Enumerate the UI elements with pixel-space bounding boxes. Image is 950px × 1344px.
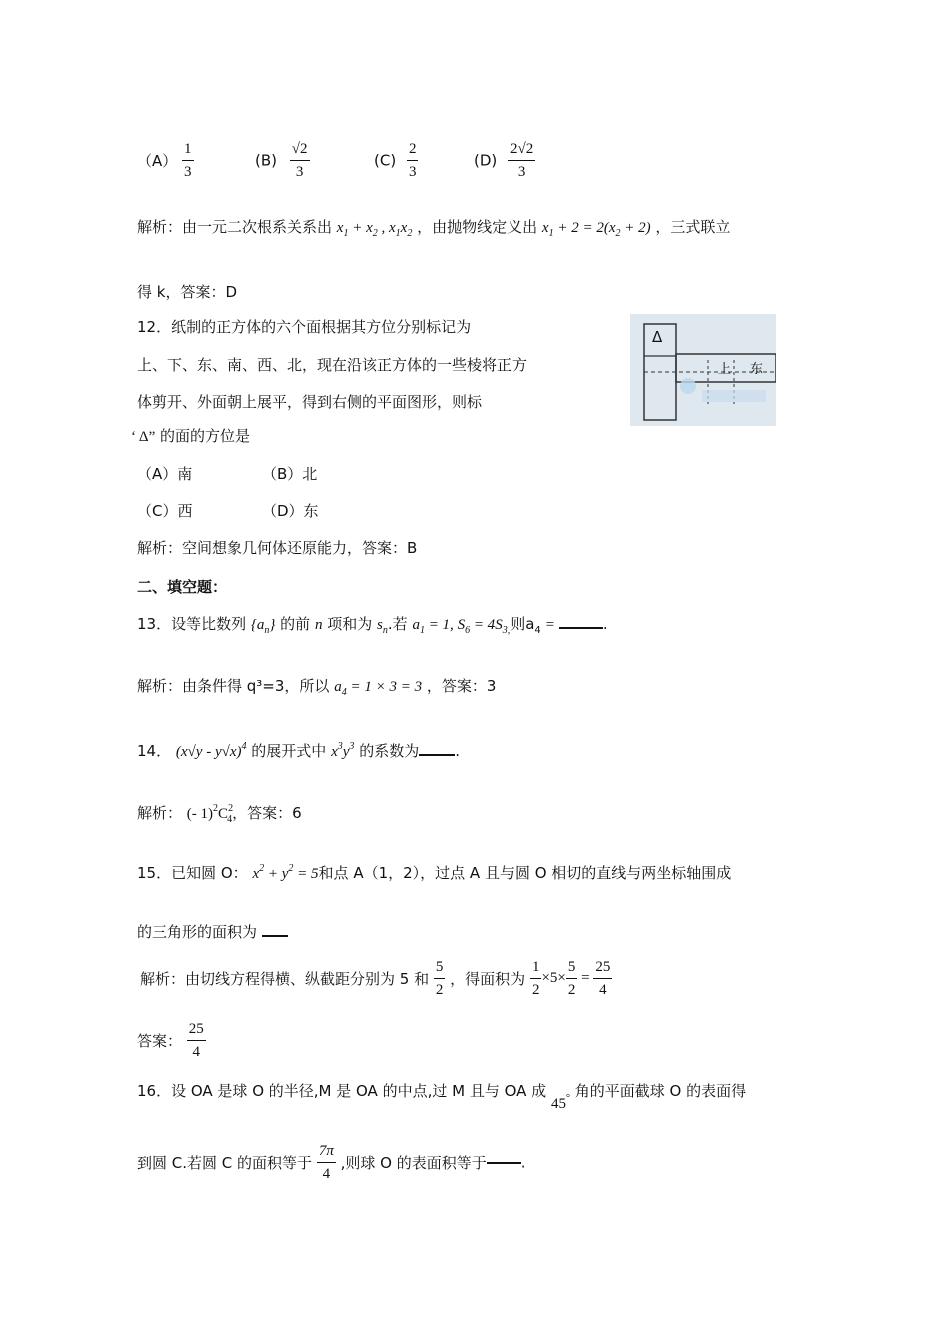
analysis-text: 解析： — [137, 804, 183, 822]
q12-line3: 体剪开、外面朝上展平，得到右侧的平面图形，则标 — [137, 393, 483, 411]
fraction: $\frac{√2}{3}$ — [290, 138, 310, 183]
fraction: $\frac{25}{4}$ — [593, 956, 612, 1001]
q12-line1: 12．纸制的正方体的六个面根据其方位分别标记为 — [137, 318, 472, 336]
q16-question-line2: 到圆 C.若圆 C 的面积等于 $\frac{7\pi}{4}$ ,则球 O 的表面积等于 . — [137, 1140, 526, 1185]
q13-text: 项和为 — [327, 615, 373, 633]
q11-option-b — [255, 138, 310, 183]
q14-text: 的展开式中 — [251, 742, 327, 760]
option-label: （A） — [137, 152, 178, 170]
formula-roots: $x_1 + x_2$ , $x_1x_2$ — [336, 220, 413, 239]
q12-line2: 上、下、东、南、西、北，现在沿该正方体的一些棱将正方 — [137, 356, 528, 374]
q12-option-b: （B）北 — [262, 465, 318, 483]
q13-text: 13．设等比数列 — [137, 615, 247, 633]
option-label: (D) — [474, 151, 498, 170]
q16-text: 16．设 OA 是球 O 的半径,M 是 OA 的中点,过 M 且与 OA 成 — [137, 1082, 547, 1100]
q15-text: 的三角形的面积为 — [137, 923, 258, 941]
q15-text: 15．已知圆 O： — [137, 864, 248, 882]
q12-text: 的面的方位是 — [160, 427, 251, 445]
formula-a4-value: $a_4 = 1 \times 3 = 3$ — [334, 679, 423, 698]
fraction: $\frac{2}{3}$ — [407, 138, 419, 183]
q15-answer — [137, 1018, 206, 1063]
q14-text: 的系数为 — [359, 742, 420, 760]
answer-blank — [487, 1162, 521, 1164]
formula-term: $x^3y^3$ — [331, 741, 355, 760]
option-label: (B) — [255, 151, 277, 170]
formula-a4: $a_4$ = — [525, 615, 555, 636]
q11-option-d — [474, 138, 535, 183]
formula-coefficient: (- $1)^2C^2_4$ — [186, 803, 234, 825]
q12-option-a: （A）南 — [137, 465, 193, 483]
analysis-text: ，三式联立 — [655, 218, 731, 236]
q15-analysis: 解析：由切线方程得横、纵截距分别为 5 和 $\frac{5}{2}$ ，得面积为 $\frac{1}{2}$ ×5× $\frac{5}{2}$ = $\frac{25}{4}$ — [140, 956, 612, 1001]
q13-text: 则 — [510, 615, 526, 633]
q14-analysis — [137, 802, 302, 825]
answer-fraction: $\frac{25}{4}$ — [187, 1018, 206, 1063]
q13-text: 的前 — [280, 615, 311, 633]
answer-blank — [262, 935, 288, 937]
cube-net-figure — [630, 314, 776, 426]
fraction: $\frac{2√2}{3}$ — [508, 138, 535, 183]
formula-sn: $s_n$ — [377, 617, 388, 636]
analysis-text: ，得面积为 — [450, 970, 526, 988]
section-title: 二、填空题： — [137, 578, 228, 596]
analysis-text: ，答案：3 — [426, 677, 497, 695]
q13-text: .若 — [387, 615, 408, 633]
analysis-text: 解析：由一元二次根系关系出 — [137, 218, 333, 236]
fraction: $\frac{1}{3}$ — [182, 138, 194, 183]
analysis-text: ，答案：6 — [232, 804, 302, 822]
figure-east-label: 东 — [750, 362, 764, 377]
answer-blank — [559, 627, 603, 629]
q14-question: 14． (x√y - y√x)$^4$ 的展开式中 $x^3y^3$ 的系数为 . — [137, 741, 460, 760]
formula-circle: $x^2 + y^2 = 5$ — [252, 863, 319, 882]
figure-up-label: 上 — [718, 362, 732, 377]
q15-question-line2 — [137, 921, 288, 942]
fraction: $\frac{1}{2}$ — [530, 956, 542, 1001]
q11-analysis-line1 — [137, 216, 730, 239]
fraction: $\frac{5}{2}$ — [434, 956, 446, 1001]
formula-n: n — [314, 617, 323, 633]
q16-text: 角的平面截球 O 的表面得 — [574, 1082, 747, 1100]
q16-question — [137, 1080, 747, 1112]
q11-analysis-line2: 得 k，答案：D — [137, 283, 238, 301]
q11-option-c — [374, 138, 418, 183]
formula-condition: $a_1 = 1$, $S_6 = 4S_{3,}$ — [412, 617, 511, 636]
q15-question — [137, 862, 731, 883]
option-label: (C) — [374, 151, 397, 170]
formula-parabola: $x_1 + 2 = 2(x_2 + 2)$ — [541, 220, 651, 239]
q12-analysis: 解析：空间想象几何体还原能力，答案：B — [137, 539, 418, 557]
answer-blank — [419, 754, 455, 756]
q16-text: 到圆 C.若圆 C 的面积等于 — [137, 1154, 313, 1172]
q15-text: 和点 A（1，2），过点 A 且与圆 O 相切的直线与两坐标轴围成 — [318, 864, 732, 882]
q11-option-a — [137, 138, 194, 183]
q13-analysis — [137, 675, 496, 698]
analysis-text: 解析：由切线方程得横、纵截距分别为 5 和 — [140, 970, 430, 988]
q12-option-c: （C）西 — [137, 502, 193, 520]
triangle-mark: ‘ Δ” — [131, 429, 156, 445]
analysis-text: ，由抛物线定义出 — [417, 218, 538, 236]
q12-line4 — [131, 425, 250, 446]
formula-angle: 45° — [550, 1093, 570, 1112]
area-fraction: $\frac{7\pi}{4}$ — [317, 1140, 336, 1185]
fraction: $\frac{5}{2}$ — [566, 956, 578, 1001]
formula-sequence: $\{a_n\}$ — [250, 617, 276, 636]
q12-option-d: （D）东 — [262, 502, 319, 520]
q14-label: 14． — [137, 742, 172, 760]
q13-question: 13．设等比数列 $\{a_n\}$ 的前 n 项和为 $s_n$.若 $a_1 = 1$, $S_6 = 4S_{3,}$则$a_4$ = . — [137, 615, 608, 636]
formula-expansion: (x√y - y√x)$^4$ — [175, 741, 247, 760]
answer-label: 答案： — [137, 1032, 183, 1050]
figure-triangle-label: Δ — [652, 328, 663, 346]
q16-text: ,则球 O 的表面积等于 — [340, 1154, 487, 1172]
analysis-text: 解析：由条件得 q³=3，所以 — [137, 677, 330, 695]
